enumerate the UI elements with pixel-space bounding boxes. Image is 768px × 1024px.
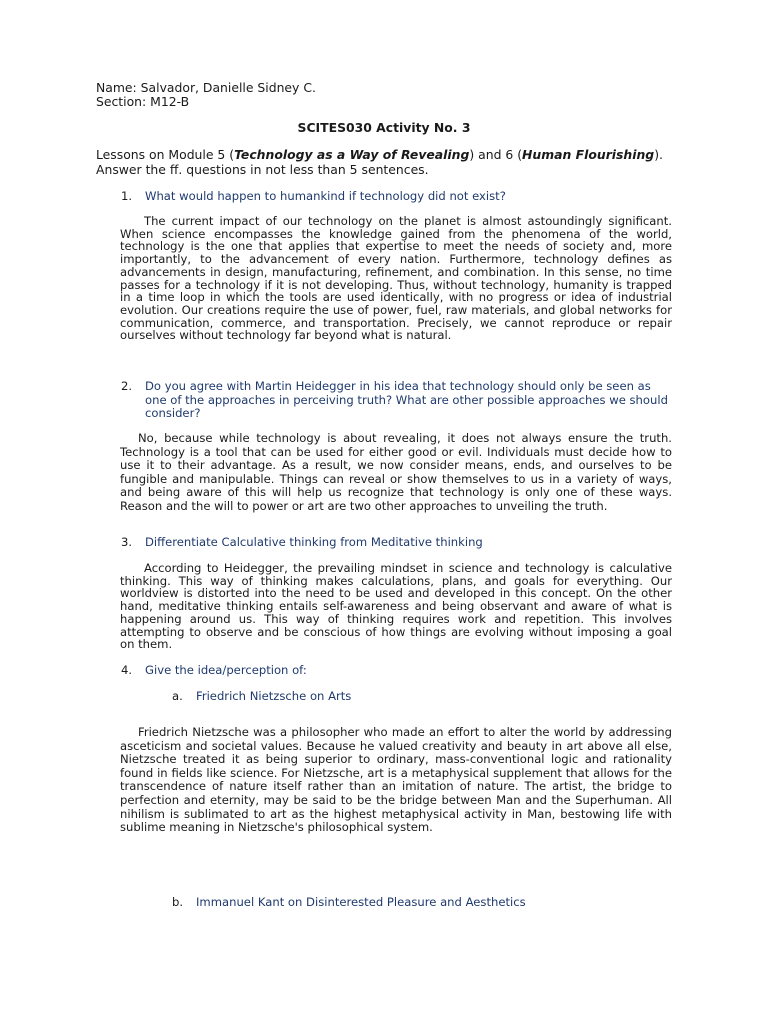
question-number: 3. (121, 535, 133, 549)
sub-question-text: Immanuel Kant on Disinterested Pleasure and Aesthetics (196, 895, 526, 909)
sub-question-text: Friedrich Nietzsche on Arts (196, 689, 352, 703)
student-name: Name: Salvador, Danielle Sidney C. (96, 80, 316, 95)
sub-question-letter: b. (172, 895, 184, 909)
question-text: What would happen to humankind if technology did not exist? (145, 189, 506, 203)
module5-title: Technology as a Way of Revealing (234, 147, 470, 162)
answer-3: According to Heidegger, the prevailing mindset in science and technology is calculative thinking. This way of thinking makes calculations, plans, and goals for everything. Our worldview is distorted into the need to be used and developed in this concept. On the other hand, meditative thinking entails self-awareness and being observant and aware of what is happening around us. This way of thinking requires work and repetition. This involves attempting to observe and be conscious of how things are evolving without imposing a goal on them. (120, 561, 672, 652)
question-4a (172, 690, 672, 704)
question-3 (121, 536, 673, 550)
question-1 (121, 190, 673, 204)
student-section: Section: M12-B (96, 94, 190, 109)
sub-question-letter: a. (172, 689, 183, 703)
module6-title: Human Flourishing (522, 147, 655, 162)
answer-1: The current impact of our technology on the planet is almost astoundingly significant. When science encompasses the knowledge gained from the phenomena of the world, technology is the one that applies that expertise to meet the needs of society and, more importantly, to the advancement of every nation. Furthermore, technology defines as advancements in design, manufacturing, refinement, and combination. In this sense, no time passes for a technology if it is not developing. Thus, without technology, humanity is trapped in a time loop in which the tools are used identically, with no progress or idea of industrial evolution. Our creations require the use of power, fuel, raw materials, and global networks for communication, commerce, and transportation. Precisely, we cannot reproduce or repair ourselves without technology far beyond what is natural. (120, 214, 672, 343)
answer-2: No, because while technology is about revealing, it does not always ensure the truth. Technology is a tool that can be used for either good or evil. Individuals must decide how to use it to their advantage. As a result, we now consider means, ends, and ourselves to be fungible and manipulable. Things can reveal or show themselves to us in a variety of ways, and being aware of this will help us recognize that technology is only one of these ways. Reason and the will to power or art are two other approaches to unveiling the truth. (120, 431, 672, 513)
question-number: 1. (121, 189, 133, 203)
intro-text: ). Answer the ff. questions in not less than 5 sentences. (96, 147, 663, 177)
question-number: 4. (121, 663, 133, 677)
question-text: Differentiate Calculative thinking from Meditative thinking (145, 535, 483, 549)
question-text: Do you agree with Martin Heidegger in his idea that technology should only be seen as one of the approaches in perceiving truth? What are other possible approaches we should consider? (145, 379, 668, 421)
activity-title: SCITES030 Activity No. 3 (297, 120, 471, 135)
question-4 (121, 664, 673, 678)
question-number: 2. (121, 379, 133, 393)
intro-text: ) and 6 ( (469, 147, 523, 162)
question-text: Give the idea/perception of: (145, 663, 307, 677)
instructions (96, 148, 676, 177)
answer-4a: Friedrich Nietzsche was a philosopher who made an effort to alter the world by addressing asceticism and societal values. Because he valued creativity and beauty in art above all else, Nietzsche treated it as being superior to ordinary, mass-conventional logic and rationality found in fields like science. For Nietzsche, art is a metaphysical supplement that allows for the transcendence of nature itself rather than an imitation of nature. The artist, the bridge to perfection and eternity, may be said to be the bridge between Man and the Superhuman. All nihilism is sublimated to art as the highest metaphysical activity in Man, bestowing life with sublime meaning in Nietzsche's philosophical system. (120, 725, 672, 835)
question-2 (121, 380, 673, 421)
question-4b (172, 896, 672, 910)
intro-text: Lessons on Module 5 ( (96, 147, 235, 162)
